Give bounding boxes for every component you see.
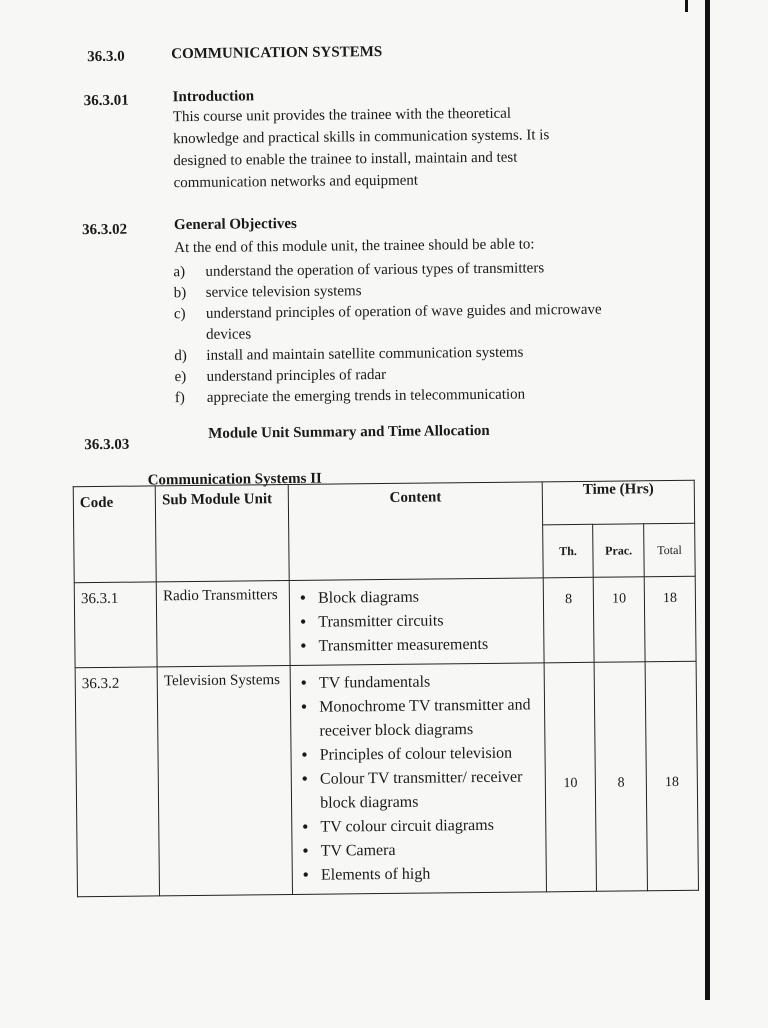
row-sub-module: Radio Transmitters [156, 580, 290, 666]
scan-edge-shadow [705, 0, 710, 1000]
objective-text: understand principles of radar [206, 366, 387, 385]
row-th: 8 [543, 577, 594, 663]
row-prac: 10 [593, 577, 645, 663]
content-item: • TV colour circuit diagrams [320, 813, 537, 839]
objectives-title: General Objectives [173, 215, 297, 234]
content-item: • Principles of colour television [320, 741, 537, 767]
content-item: • Colour TV transmitter/ receiver block diagrams [320, 765, 537, 815]
objectives-lead: At the end of this module unit, the trainee should be able to: [174, 236, 535, 257]
intro-number: 36.3.01 [83, 92, 129, 110]
content-item: • Elements of high [321, 861, 538, 887]
summary-title: Module Unit Summary and Time Allocation [208, 422, 490, 442]
intro-line: knowledge and practical skills in communication systems. It is [173, 127, 550, 148]
objective-letter: f) [174, 390, 185, 407]
intro-line: communication networks and equipment [173, 172, 419, 192]
section-title: COMMUNICATION SYSTEMS [171, 43, 383, 63]
intro-title: Introduction [172, 88, 255, 106]
content-item: • Monochrome TV transmitter and receiver block diagrams [319, 693, 536, 743]
intro-paragraph [173, 102, 550, 194]
content-item: • Transmitter measurements [318, 632, 535, 658]
scan-edge-mark [685, 0, 688, 12]
header-content: Content [288, 482, 543, 581]
intro-line: This course unit provides the trainee with the theoretical [172, 105, 512, 126]
row-total: 18 [645, 661, 698, 891]
objective-text: service television systems [205, 283, 362, 301]
objectives-list [173, 257, 667, 409]
objective-text: understand the operation of various types of transmitters [205, 260, 545, 280]
row-code: 36.3.1 [74, 582, 157, 668]
row-total: 18 [644, 576, 696, 662]
objective-letter: d) [174, 348, 187, 365]
content-item: • Transmitter circuits [318, 608, 535, 634]
time-allocation-table [73, 480, 699, 897]
row-sub-module: Television Systems [157, 665, 292, 895]
summary-number: 36.3.03 [84, 436, 130, 454]
table-header-row [73, 480, 694, 530]
objective-letter: b) [173, 285, 187, 302]
objective-text: appreciate the emerging trends in telecommunication [206, 386, 526, 406]
objectives-number: 36.3.02 [81, 221, 128, 239]
objective-text: install and maintain satellite communication systems [206, 344, 524, 364]
content-item: • Block diagrams [318, 584, 535, 610]
table-row [74, 576, 696, 667]
table-caption: Communication Systems II [147, 470, 322, 489]
objective-item [174, 299, 666, 346]
row-code: 36.3.2 [75, 667, 160, 897]
objective-letter: e) [174, 369, 187, 386]
header-th: Th. [543, 524, 594, 578]
objective-letter: c) [173, 306, 186, 323]
section-number: 36.3.0 [87, 48, 125, 66]
objective-item [175, 383, 667, 409]
header-sub-module: Sub Module Unit [155, 484, 289, 581]
intro-line: designed to enable the trainee to install, maintain and test [173, 149, 518, 170]
header-total: Total [644, 523, 695, 577]
content-item: • TV fundamentals [319, 669, 536, 695]
objective-text: understand principles of operation of wave guides and microwave devices [205, 301, 602, 343]
content-item: • TV Camera [321, 837, 538, 863]
header-time: Time (Hrs) [542, 480, 694, 525]
objective-letter: a) [173, 264, 186, 281]
header-prac: Prac. [593, 524, 645, 578]
table-row [75, 661, 698, 896]
row-content [290, 663, 546, 895]
header-code: Code [73, 486, 156, 583]
row-prac: 8 [594, 662, 647, 892]
row-th: 10 [544, 662, 597, 892]
row-content [289, 578, 544, 666]
